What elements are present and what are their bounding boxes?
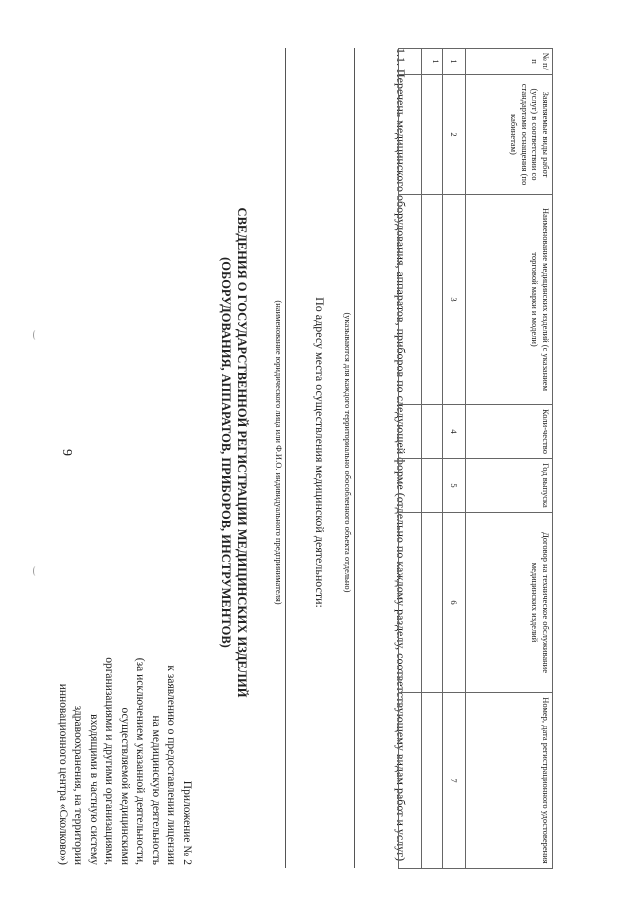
- table-cell: [422, 195, 443, 405]
- appendix-line: инновационного центра «Сколково»): [57, 683, 69, 865]
- appendix-line: здравоохранения, на территории: [72, 705, 85, 865]
- appendix-line: на медицинскую деятельность: [150, 715, 162, 865]
- table-cell: [422, 75, 443, 195]
- col-number: 5: [443, 459, 466, 513]
- appendix-line: входящими в частную систему: [88, 714, 100, 865]
- table-cell: [422, 693, 443, 869]
- scan-mark: [33, 330, 38, 340]
- registration-table: [398, 48, 553, 869]
- col-header-year: Год выпуска: [466, 459, 553, 513]
- appendix-line: организациями и другими организациями,: [103, 657, 116, 865]
- table-row: [399, 49, 422, 869]
- document-title: [218, 0, 250, 905]
- appendix-line: Приложение № 2: [181, 780, 193, 865]
- col-header-work-types: Заявляемые виды работ (услуг) в соответствии со стандартами оснащения (по кабинетам): [466, 75, 553, 195]
- table-cell: [399, 693, 422, 869]
- table-cell: [399, 513, 422, 693]
- address-line: [354, 48, 355, 868]
- col-header-device-name: Наименование медицинских изделий (с указанием торговой марки и модели): [466, 195, 553, 405]
- appendix-note: [55, 565, 195, 865]
- row-index: 1: [422, 49, 443, 75]
- table-cell: [399, 49, 422, 75]
- col-number: 6: [443, 513, 466, 693]
- col-header-number: № п/п: [466, 49, 553, 75]
- col-number: 7: [443, 693, 466, 869]
- table-header-row: [466, 49, 553, 869]
- table-cell: [422, 513, 443, 693]
- page-number: 9: [59, 449, 74, 456]
- col-number: 1: [443, 49, 466, 75]
- address-label: По адресу места осуществления медицинской деятельности:: [313, 297, 327, 608]
- appendix-line: к заявлению о предоставлении лицензии: [165, 665, 178, 865]
- table-cell: [422, 459, 443, 513]
- col-header-maintenance-contract: Договор на техническое обслуживание медицинских изделий: [466, 513, 553, 693]
- title-line-2: (ОБОРУДОВАНИЯ, АППАРАТОВ, ПРИБОРОВ, ИНСТРУМЕНТОВ): [219, 257, 233, 648]
- table-cell: [399, 75, 422, 195]
- org-name-line: [285, 48, 286, 868]
- section-text: 1.1. Перечень медицинского оборудования, аппаратов, приборов по следующей форме (отдельно по каждому разделу, соответствующему видам работ и услуг): [394, 48, 408, 862]
- table-cell: [422, 405, 443, 459]
- org-name-caption: (наименование юридического лица или Ф.И.О. индивидуального предпринимателя): [274, 300, 284, 605]
- col-number: 2: [443, 75, 466, 195]
- table-row: [422, 49, 443, 869]
- title-line-1: СВЕДЕНИЯ О ГОСУДАРСТВЕННОЙ РЕГИСТРАЦИИ МЕДИЦИНСКИХ ИЗДЕЛИЙ: [235, 207, 249, 698]
- col-header-quantity: Коли-чество: [466, 405, 553, 459]
- table-number-row: [443, 49, 466, 869]
- col-header-registration-certificate: Номер, дата регистрационного удостоверения: [466, 693, 553, 869]
- table-cell: [399, 195, 422, 405]
- col-number: 4: [443, 405, 466, 459]
- table-cell: [399, 459, 422, 513]
- table-cell: [399, 405, 422, 459]
- scan-mark: [33, 566, 38, 576]
- appendix-line: осуществляемой медицинскими: [119, 707, 131, 865]
- appendix-line: (за исключением указанной деятельности,: [134, 657, 147, 865]
- col-number: 3: [443, 195, 466, 405]
- address-caption: (указываются для каждого территориально обособленного объекта отдельно): [343, 312, 353, 593]
